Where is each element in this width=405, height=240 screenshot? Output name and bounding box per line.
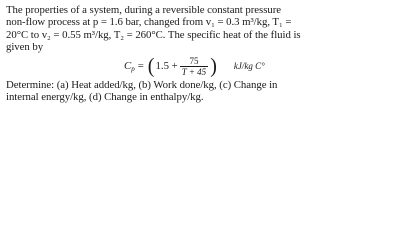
statement-line-4: given by xyxy=(6,41,44,54)
problem-statement xyxy=(6,4,402,54)
statement-line-2: non-flow process at p = 1.6 bar, changed from v₁ = 0.3 m³/kg, T₁ = xyxy=(6,16,292,29)
determine-line-1: Determine: (a) Heat added/kg, (b) Work done/kg, (c) Change in xyxy=(6,78,278,91)
formula-left-paren: ( xyxy=(147,54,155,78)
formula-lhs-subscript: p xyxy=(131,64,135,73)
formula-lhs xyxy=(124,60,135,73)
formula-lhs-symbol: C xyxy=(124,59,132,72)
formula-right-paren: ) xyxy=(210,54,217,78)
problem-text-block xyxy=(6,4,402,126)
formula-constant: 1.5 + xyxy=(155,60,178,73)
determine-line-2: internal energy/kg, (d) Change in enthalpy/kg. xyxy=(6,91,204,104)
formula-equals: = xyxy=(137,60,144,73)
formula-numerator: 75 xyxy=(189,55,199,66)
formula-unit: kJ/kg C° xyxy=(233,61,265,72)
formula-denominator: T + 45 xyxy=(181,66,207,77)
specific-heat-formula xyxy=(6,55,402,78)
determine-statement xyxy=(6,79,402,104)
statement-line-3: 20°C to v₂ = 0.55 m³/kg, T₂ = 260°C. The specific heat of the fluid is xyxy=(6,28,301,41)
formula-fraction xyxy=(180,56,208,77)
statement-line-1: The properties of a system, during a reversible constant pressure xyxy=(6,4,281,16)
